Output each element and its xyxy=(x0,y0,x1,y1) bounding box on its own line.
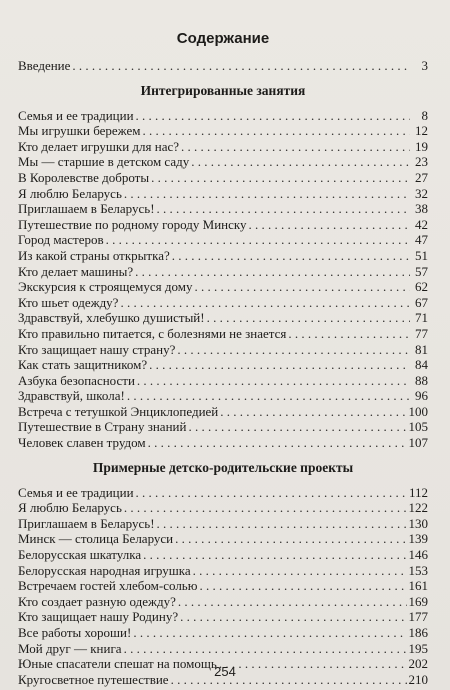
toc-entry-title: Приглашаем в Беларусь! xyxy=(18,201,155,217)
dot-leader xyxy=(136,108,410,124)
toc-entry-page: 12 xyxy=(415,123,428,139)
toc-entry-page: 19 xyxy=(415,138,428,154)
dot-leader xyxy=(136,485,407,501)
dot-leader xyxy=(135,264,410,280)
toc-entry xyxy=(18,310,428,326)
toc-entry-intro xyxy=(18,58,428,74)
section-heading: Примерные детско-родительские проекты xyxy=(92,459,354,475)
toc-entry-title: Приглашаем в Беларусь! xyxy=(18,515,155,531)
toc-entry-title: Как стать защитником? xyxy=(18,357,148,373)
toc-entry xyxy=(18,516,428,532)
toc-entry xyxy=(18,170,428,186)
toc-entry-title: Кто создает разную одежду? xyxy=(18,593,176,609)
toc-entry-title: Путешествие по родному городу Минску xyxy=(18,216,247,232)
dot-leader xyxy=(199,578,406,594)
toc-entry-title: Экскурсия к строящемуся дому xyxy=(18,279,193,295)
toc-entry-page: 23 xyxy=(415,154,428,170)
dot-leader xyxy=(149,357,410,373)
toc-entry-page: 139 xyxy=(408,531,428,547)
toc-entry-page: 8 xyxy=(421,107,428,123)
toc-entry xyxy=(18,531,428,547)
toc-entry-title: Введение xyxy=(18,58,71,73)
toc-entry-page: 161 xyxy=(408,578,428,594)
toc-entry xyxy=(18,279,428,295)
toc-entry-title: Встреча с тетушкой Энциклопедией xyxy=(18,403,219,419)
toc-entry-title: Все работы хороши! xyxy=(18,625,132,640)
toc-entry-title: Минск — столица Беларуси xyxy=(18,531,174,547)
dot-leader xyxy=(151,170,410,186)
dot-leader xyxy=(157,201,410,217)
toc-entry xyxy=(18,578,428,594)
toc-entry-page: 38 xyxy=(415,201,428,217)
dot-leader xyxy=(188,419,406,435)
dot-leader xyxy=(157,516,407,532)
toc-entry xyxy=(18,404,428,420)
toc-entry-title: Семья и ее традиции xyxy=(18,107,134,123)
toc-entry-title: Кто правильно питается, с болезнями не знается xyxy=(18,325,287,341)
toc-entry-page: 71 xyxy=(415,310,428,326)
toc-entry xyxy=(18,388,428,404)
toc-entry xyxy=(18,186,428,202)
toc-entry xyxy=(18,485,428,501)
dot-leader xyxy=(175,531,406,547)
toc-entry xyxy=(18,609,428,625)
toc-entry xyxy=(18,217,428,233)
toc-entry-title: Город мастеров xyxy=(18,232,104,248)
dot-leader xyxy=(72,58,410,74)
toc-entry xyxy=(18,154,428,170)
toc-entry-page: 195 xyxy=(408,640,428,656)
toc-entry xyxy=(18,232,428,248)
toc-entry xyxy=(18,248,428,264)
toc-entry-page: 27 xyxy=(415,169,428,185)
page-number: 254 xyxy=(214,664,236,679)
toc-entry-title: Мы игрушки бережем xyxy=(18,123,141,139)
toc-entry xyxy=(18,123,428,139)
toc-entry-page: 122 xyxy=(408,500,428,516)
toc-entry-title: Кто делает машины? xyxy=(18,263,134,279)
dot-leader xyxy=(288,326,410,342)
toc-entry-title: Азбука безопасности xyxy=(18,372,135,388)
dot-leader xyxy=(220,404,406,420)
toc-entry-page: 169 xyxy=(408,593,428,609)
toc-entry xyxy=(18,435,428,451)
dot-leader xyxy=(133,625,406,641)
dot-leader xyxy=(181,139,410,155)
toc-entry-title: Кто делает игрушки для нас? xyxy=(18,138,180,154)
toc-entry-page: 42 xyxy=(415,216,428,232)
toc-entry xyxy=(18,201,428,217)
toc-entry-page: 32 xyxy=(415,185,428,201)
toc-entry-title: Кто защищает нашу страну? xyxy=(18,341,176,357)
toc-entry-title: Юные спасатели спешат на помощь xyxy=(18,656,217,672)
dot-leader xyxy=(124,186,410,202)
toc-entry-page: 84 xyxy=(415,357,428,373)
toc-entry-page: 202 xyxy=(408,656,428,672)
toc-entry-page: 146 xyxy=(408,547,428,563)
dot-leader xyxy=(178,594,407,610)
toc-entry-title: Путешествие в Страну знаний xyxy=(18,419,187,435)
toc-entry-page: 112 xyxy=(408,484,428,500)
toc-entry-page: 3 xyxy=(421,58,428,73)
toc-entry xyxy=(18,373,428,389)
toc-entry-title: Здравствуй, школа! xyxy=(18,388,125,404)
dot-leader xyxy=(194,279,410,295)
toc-entry-page: 210 xyxy=(408,671,428,687)
dot-leader xyxy=(142,123,410,139)
toc-entry-title: Кругосветное путешествие xyxy=(18,671,169,687)
toc-entry xyxy=(18,594,428,610)
dot-leader xyxy=(124,641,407,657)
toc-entry xyxy=(18,500,428,516)
dot-leader xyxy=(148,435,407,451)
dot-leader xyxy=(180,609,406,625)
toc-entry xyxy=(18,326,428,342)
dot-leader xyxy=(172,248,410,264)
toc-entry-title: Встречаем гостей хлебом-солью xyxy=(18,578,198,594)
toc-entry-title: Мы — старшие в детском саду xyxy=(18,154,190,170)
dot-leader xyxy=(193,563,407,579)
toc-entry-page: 47 xyxy=(415,232,428,248)
section-heading: Интегрированные занятия xyxy=(140,82,306,98)
toc-entry-page: 130 xyxy=(408,515,428,531)
toc-entry xyxy=(18,342,428,358)
toc-entry xyxy=(18,547,428,563)
toc-entry xyxy=(18,295,428,311)
toc-entry-title: Я люблю Беларусь xyxy=(18,500,122,516)
dot-leader xyxy=(137,373,410,389)
toc-entry xyxy=(18,563,428,579)
toc-entry-page: 81 xyxy=(415,341,428,357)
page-title: Содержание xyxy=(176,30,270,47)
dot-leader xyxy=(120,295,410,311)
dot-leader xyxy=(106,232,410,248)
toc-entry-page: 77 xyxy=(415,325,428,341)
toc-entry-title: Мой друг — книга xyxy=(18,640,122,656)
dot-leader xyxy=(124,500,407,516)
toc-entry-title: В Королевстве доброты xyxy=(18,169,150,185)
dot-leader xyxy=(191,154,410,170)
toc-entry xyxy=(18,419,428,435)
dot-leader xyxy=(143,547,406,563)
dot-leader xyxy=(249,217,410,233)
toc-entry xyxy=(18,625,428,641)
toc-entry-page: 177 xyxy=(408,609,428,625)
toc-entry-title: Белорусская шкатулка xyxy=(18,547,142,563)
toc-entry-title: Кто защищает нашу Родину? xyxy=(18,609,179,625)
toc-entry-title: Кто шьет одежду? xyxy=(18,294,119,310)
toc-entry xyxy=(18,139,428,155)
toc-entry-title: Белорусская народная игрушка xyxy=(18,562,191,578)
toc-entry-page: 67 xyxy=(415,294,428,310)
toc-entry-title: Семья и ее традиции xyxy=(18,484,134,500)
toc-entry-page: 107 xyxy=(408,435,428,451)
toc-entry-page: 100 xyxy=(408,403,428,419)
toc-entry xyxy=(18,641,428,657)
toc-entry xyxy=(18,264,428,280)
toc-entry-title: Здравствуй, хлебушко душистый! xyxy=(18,310,205,326)
toc-entry-page: 88 xyxy=(415,372,428,388)
toc-entry-page: 153 xyxy=(408,562,428,578)
dot-leader xyxy=(177,342,410,358)
toc-entry xyxy=(18,108,428,124)
dot-leader xyxy=(207,310,410,326)
toc-entry-page: 62 xyxy=(415,279,428,295)
toc-entry-page: 51 xyxy=(415,247,428,263)
toc-entry-page: 96 xyxy=(415,388,428,404)
toc-entry-page: 105 xyxy=(408,419,428,435)
toc-sections xyxy=(18,82,428,688)
toc-entry-page: 186 xyxy=(408,625,428,640)
dot-leader xyxy=(127,388,410,404)
toc-entry-title: Из какой страны открытка? xyxy=(18,247,170,263)
toc-entry xyxy=(18,357,428,373)
toc-entry-title: Я люблю Беларусь xyxy=(18,185,122,201)
toc-entry-title: Человек славен трудом xyxy=(18,435,146,451)
toc-entry-page: 57 xyxy=(415,263,428,279)
